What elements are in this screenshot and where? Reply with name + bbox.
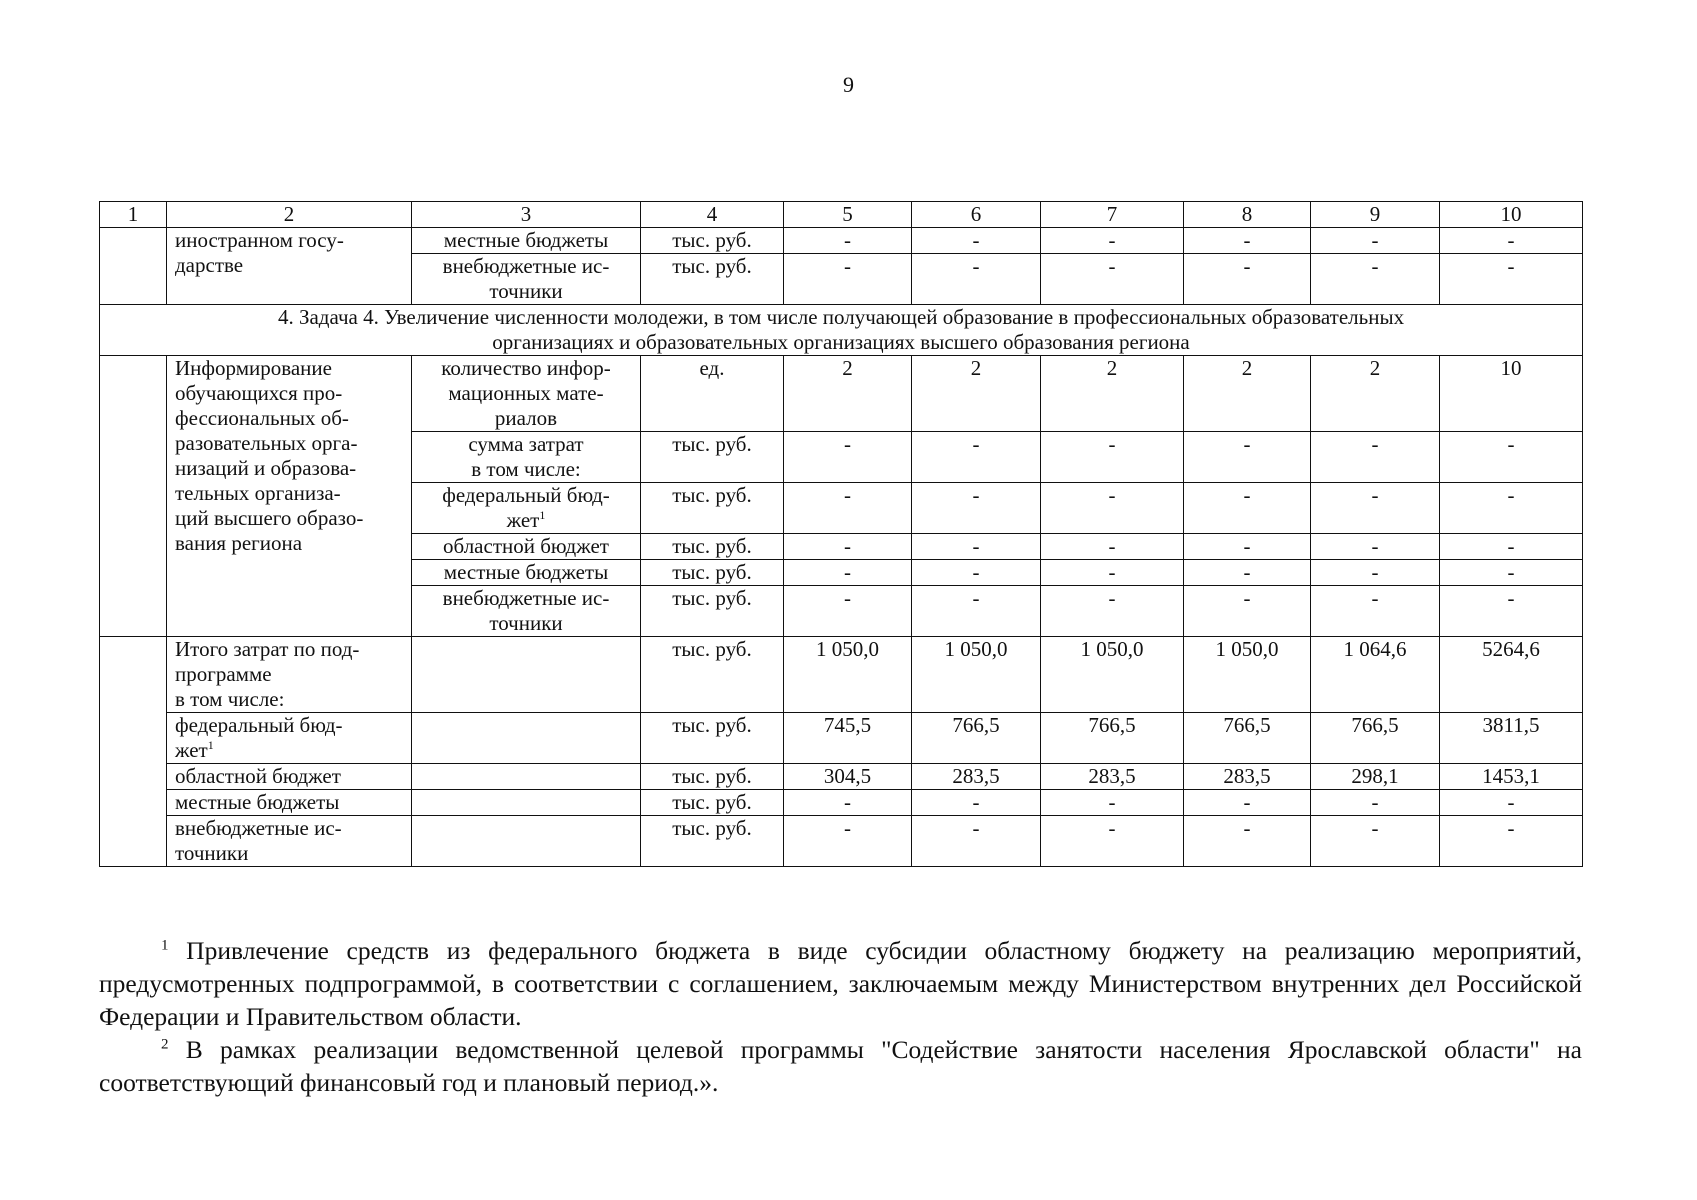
- header-cell: 1: [100, 202, 167, 228]
- header-cell: 5: [784, 202, 912, 228]
- number-cell: [100, 637, 167, 867]
- source-cell: [412, 483, 641, 534]
- value-cell: -: [912, 254, 1041, 305]
- number-cell: [100, 356, 167, 637]
- value-cell: -: [1041, 228, 1184, 254]
- value-cell: -: [784, 816, 912, 867]
- activity-line: тельных организа-: [175, 481, 341, 505]
- value-cell: 2: [912, 356, 1041, 432]
- source-line: мационных мате-: [448, 381, 604, 405]
- value-cell: -: [1184, 228, 1311, 254]
- value-cell: -: [1041, 254, 1184, 305]
- value-cell: -: [1184, 432, 1311, 483]
- table-row: [100, 228, 1583, 254]
- value-cell: -: [1440, 483, 1583, 534]
- value-cell: 3811,5: [1440, 713, 1583, 764]
- unit-cell: тыс. руб.: [641, 534, 784, 560]
- value-cell: -: [1184, 816, 1311, 867]
- value-cell: -: [1184, 560, 1311, 586]
- value-cell: -: [1440, 790, 1583, 816]
- unit-cell: ед.: [641, 356, 784, 432]
- unit-cell: тыс. руб.: [641, 254, 784, 305]
- activity-line: фессиональных об-: [175, 406, 349, 430]
- total-line: федеральный бюд-: [175, 713, 343, 737]
- table-row: [100, 356, 1583, 432]
- unit-cell: тыс. руб.: [641, 432, 784, 483]
- activity-line: иностранном госу-: [175, 228, 344, 252]
- value-cell: 283,5: [912, 764, 1041, 790]
- value-cell: -: [784, 228, 912, 254]
- value-cell: -: [1440, 534, 1583, 560]
- footnote-text: Привлечение средств из федерального бюджета в виде субсидии областному бюджету на реализацию мероприятий, предусмотренных подпрограммой, в соответствии с соглашением, заключаемым между Министерством внутренних дел Российской Федерации и Правительством области.: [99, 936, 1582, 1031]
- value-cell: 1 050,0: [1184, 637, 1311, 713]
- footnote-2: [99, 1033, 1582, 1099]
- value-cell: 766,5: [1184, 713, 1311, 764]
- value-cell: 2: [784, 356, 912, 432]
- value-cell: 283,5: [1041, 764, 1184, 790]
- value-cell: -: [912, 586, 1041, 637]
- total-line: внебюджетные ис-: [175, 816, 342, 840]
- header-cell: 10: [1440, 202, 1583, 228]
- unit-cell: тыс. руб.: [641, 764, 784, 790]
- empty-cell: [412, 637, 641, 713]
- activity-cell: [167, 228, 412, 305]
- unit-cell: тыс. руб.: [641, 790, 784, 816]
- footnote-mark: 1: [161, 937, 169, 954]
- source-cell: [412, 586, 641, 637]
- source-cell: местные бюджеты: [412, 228, 641, 254]
- source-cell: областной бюджет: [412, 534, 641, 560]
- header-cell: 2: [167, 202, 412, 228]
- activity-line: низаций и образова-: [175, 456, 357, 480]
- source-line: сумма затрат: [468, 432, 584, 456]
- value-cell: -: [1311, 254, 1440, 305]
- source-cell: [412, 432, 641, 483]
- value-cell: -: [912, 534, 1041, 560]
- total-row: [100, 764, 1583, 790]
- footnote-mark: 1: [539, 508, 546, 522]
- value-cell: 745,5: [784, 713, 912, 764]
- value-cell: -: [1440, 560, 1583, 586]
- unit-cell: тыс. руб.: [641, 483, 784, 534]
- activity-line: вания региона: [175, 531, 303, 555]
- value-cell: 2: [1184, 356, 1311, 432]
- source-line: внебюджетные ис-: [442, 586, 610, 610]
- value-cell: 5264,6: [1440, 637, 1583, 713]
- value-cell: -: [784, 534, 912, 560]
- source-cell: [412, 356, 641, 432]
- source-line: количество инфор-: [441, 356, 611, 380]
- value-cell: -: [784, 432, 912, 483]
- value-cell: -: [1184, 534, 1311, 560]
- value-cell: -: [784, 254, 912, 305]
- value-cell: -: [1184, 483, 1311, 534]
- footnote-mark: 2: [161, 1036, 169, 1053]
- empty-cell: [412, 816, 641, 867]
- total-row: [100, 637, 1583, 713]
- value-cell: -: [1440, 586, 1583, 637]
- value-cell: 304,5: [784, 764, 912, 790]
- total-line: в том числе:: [175, 687, 285, 711]
- value-cell: -: [912, 790, 1041, 816]
- header-cell: 9: [1311, 202, 1440, 228]
- value-cell: -: [1184, 254, 1311, 305]
- unit-cell: тыс. руб.: [641, 816, 784, 867]
- total-row: [100, 790, 1583, 816]
- budget-table: [99, 201, 1583, 867]
- value-cell: -: [1041, 816, 1184, 867]
- value-cell: 10: [1440, 356, 1583, 432]
- value-cell: 1453,1: [1440, 764, 1583, 790]
- value-cell: -: [1311, 432, 1440, 483]
- total-label: [167, 713, 412, 764]
- value-cell: -: [1041, 586, 1184, 637]
- value-cell: -: [1311, 560, 1440, 586]
- activity-line: ций высшего образо-: [175, 506, 364, 530]
- task-line: 4. Задача 4. Увеличение численности молодежи, в том числе получающей образование в профессиональных образовательных: [277, 305, 1405, 329]
- total-label: местные бюджеты: [167, 790, 412, 816]
- value-cell: -: [912, 816, 1041, 867]
- activity-cell: [167, 356, 412, 637]
- value-cell: -: [1041, 560, 1184, 586]
- total-line: жет: [175, 738, 208, 762]
- unit-cell: тыс. руб.: [641, 637, 784, 713]
- total-label: [167, 816, 412, 867]
- value-cell: -: [1184, 586, 1311, 637]
- total-label: [167, 637, 412, 713]
- header-row: [100, 202, 1583, 228]
- value-cell: -: [1311, 790, 1440, 816]
- value-cell: -: [1311, 586, 1440, 637]
- header-cell: 6: [912, 202, 1041, 228]
- unit-cell: тыс. руб.: [641, 586, 784, 637]
- value-cell: 283,5: [1184, 764, 1311, 790]
- source-line: в том числе:: [471, 457, 581, 481]
- number-cell: [100, 228, 167, 305]
- value-cell: -: [784, 586, 912, 637]
- source-line: точники: [489, 279, 563, 303]
- page-number: 9: [843, 72, 854, 97]
- header-cell: 7: [1041, 202, 1184, 228]
- source-line: точники: [489, 611, 563, 635]
- source-line: риалов: [494, 406, 558, 430]
- value-cell: -: [1041, 790, 1184, 816]
- source-cell: [412, 254, 641, 305]
- value-cell: -: [1311, 228, 1440, 254]
- value-cell: -: [1440, 816, 1583, 867]
- task-line: организациях и образовательных организациях высшего образования региона: [492, 330, 1190, 354]
- value-cell: 1 064,6: [1311, 637, 1440, 713]
- unit-cell: тыс. руб.: [641, 560, 784, 586]
- header-cell: 8: [1184, 202, 1311, 228]
- empty-cell: [412, 764, 641, 790]
- total-row: [100, 713, 1583, 764]
- value-cell: 766,5: [1041, 713, 1184, 764]
- value-cell: 766,5: [1311, 713, 1440, 764]
- value-cell: 1 050,0: [912, 637, 1041, 713]
- source-cell: местные бюджеты: [412, 560, 641, 586]
- value-cell: -: [1311, 483, 1440, 534]
- activity-line: Информирование: [175, 356, 332, 380]
- total-line: программе: [175, 662, 272, 686]
- value-cell: 298,1: [1311, 764, 1440, 790]
- value-cell: 1 050,0: [784, 637, 912, 713]
- value-cell: -: [912, 432, 1041, 483]
- activity-line: дарстве: [175, 253, 244, 277]
- value-cell: -: [784, 483, 912, 534]
- value-cell: 2: [1311, 356, 1440, 432]
- value-cell: 1 050,0: [1041, 637, 1184, 713]
- source-line: жет: [506, 508, 540, 532]
- total-line: точники: [175, 841, 249, 865]
- task-row: [100, 305, 1583, 356]
- total-line: Итого затрат по под-: [175, 637, 360, 661]
- value-cell: -: [784, 790, 912, 816]
- value-cell: 2: [1041, 356, 1184, 432]
- value-cell: -: [1311, 534, 1440, 560]
- value-cell: -: [1041, 534, 1184, 560]
- activity-line: обучающихся про-: [175, 381, 343, 405]
- empty-cell: [412, 790, 641, 816]
- header-cell: 3: [412, 202, 641, 228]
- header-cell: 4: [641, 202, 784, 228]
- value-cell: -: [912, 228, 1041, 254]
- footnote-mark: 1: [207, 738, 214, 752]
- value-cell: -: [1440, 254, 1583, 305]
- value-cell: 766,5: [912, 713, 1041, 764]
- value-cell: -: [1041, 483, 1184, 534]
- value-cell: -: [1184, 790, 1311, 816]
- unit-cell: тыс. руб.: [641, 713, 784, 764]
- value-cell: -: [1440, 432, 1583, 483]
- value-cell: -: [1440, 228, 1583, 254]
- value-cell: -: [1311, 816, 1440, 867]
- value-cell: -: [784, 560, 912, 586]
- activity-line: разовательных орга-: [175, 431, 358, 455]
- value-cell: -: [1041, 432, 1184, 483]
- value-cell: -: [912, 483, 1041, 534]
- empty-cell: [412, 713, 641, 764]
- unit-cell: тыс. руб.: [641, 228, 784, 254]
- footnotes: [99, 934, 1582, 1099]
- total-row: [100, 816, 1583, 867]
- footnote-1: [99, 934, 1582, 1033]
- footnote-text: В рамках реализации ведомственной целевой программы "Содействие занятости населения Ярославской области" на соответствующий финансовый год и плановый период.».: [99, 1035, 1582, 1097]
- source-line: внебюджетные ис-: [442, 254, 610, 278]
- task-title: [100, 305, 1583, 356]
- total-label: областной бюджет: [167, 764, 412, 790]
- value-cell: -: [912, 560, 1041, 586]
- source-line: федеральный бюд-: [442, 483, 610, 507]
